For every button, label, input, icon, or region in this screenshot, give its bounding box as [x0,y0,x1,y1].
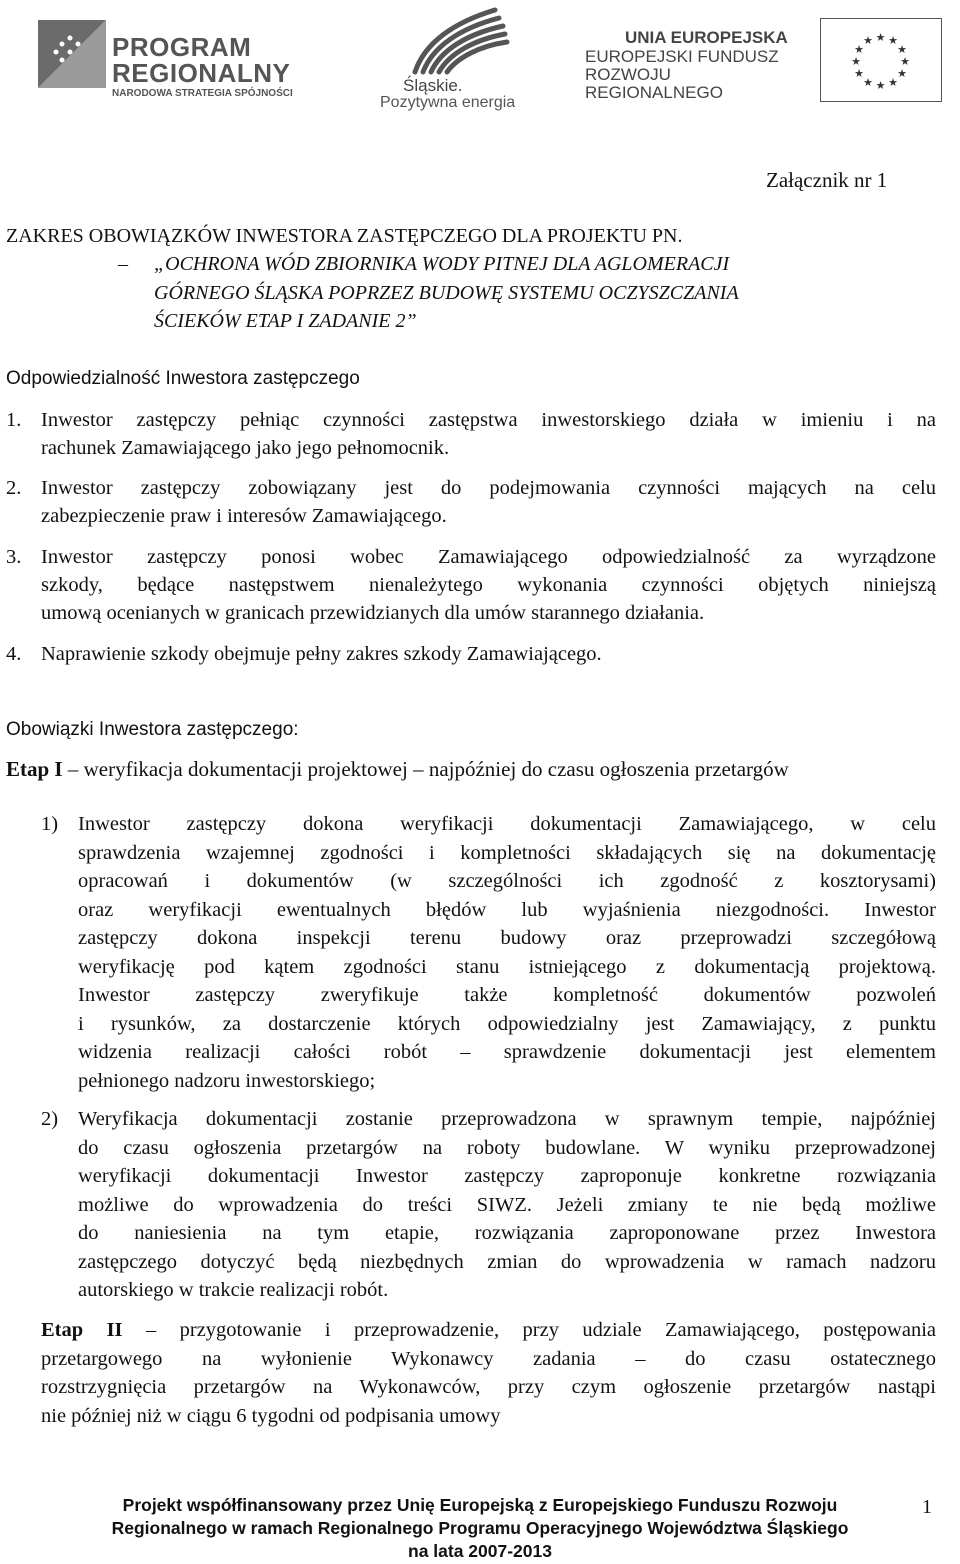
slaskie-name: Śląskie. [403,76,463,95]
svg-text:★: ★ [888,34,898,47]
program-logo-subtitle: NARODOWA STRATEGIA SPÓJNOŚCI [112,88,293,99]
duty-point1-number: 1) [41,813,59,835]
resp-item2-number: 2. [6,477,22,499]
program-logo-stars-icon [48,30,92,74]
duty-point2-last-line: autorskiego w trakcie realizacji robót. [78,1279,389,1301]
footer-line3: na lata 2007-2013 [408,1541,552,1561]
duty-point2-line: weryfikacji dokumentacji Inwestor zastępczy zaproponuje konkretne rozwiązania [78,1165,936,1187]
etap1-text: – weryfikacja dokumentacji projektowej – najpóźniej do czasu ogłoszenia przetargów [62,757,789,781]
duty-point2-line: możliwe do wprowadzenia do treści SIWZ. Jeżeli zmiany te nie będą możliwe [78,1193,936,1216]
footer [0,1494,960,1563]
eu-line2: EUROPEJSKI FUNDUSZ [585,47,779,66]
resp-item2-line2: zabezpieczenie praw i interesów Zamawiającego. [41,505,447,527]
duty-point1-line: zastępczy dokona inspekcji terenu budowy oraz przeprowadzi szczegółową [78,927,936,949]
title-line2: „OCHRONA WÓD ZBIORNIKA WODY PITNEJ DLA AGLOMERACJI [154,253,730,275]
slaskie-logo [375,2,535,114]
footer-line1: Projekt współfinansowany przez Unię Europejską z Europejskiego Funduszu Rozwoju [122,1495,838,1515]
svg-text:★: ★ [854,43,864,56]
title-line3: GÓRNEGO ŚLĄSKA POPRZEZ BUDOWĘ SYSTEMU OCZYSZCZANIA [154,282,739,304]
slaskie-stripes-icon [385,2,525,76]
title-line4: ŚCIEKÓW ETAP I ZADANIE 2” [154,310,417,332]
duties-heading: Obowiązki Inwestora zastępczego: [6,719,299,740]
duty-point2-line: zastępczego dotyczyć będą niezbędnych zmian do wprowadzenia w ramach nadzoru [78,1250,936,1273]
duty-point1-line: widzenia realizacji całości robót – sprawdzenie dokumentacji jest elementem [78,1041,936,1063]
duty-point1-line: i rysunków, za dostarczenie których odpowiedzialny jest Zamawiający, z punktu [78,1012,936,1035]
duty-point2-line: Weryfikacja dokumentacji zostanie przeprowadzona w sprawnym tempie, najpóźniej [78,1108,936,1130]
etap2-line: przetargowego na wyłonienie Wykonawcy zadania – do czasu ostatecznego [41,1347,936,1370]
responsibility-heading: Odpowiedzialność Inwestora zastępczego [6,368,360,389]
etap1-label: Etap I [6,757,63,781]
duty-point1-line: oraz weryfikacji ewentualnych błędów lub wyjaśnienia niezgodności. Inwestor [78,898,936,921]
svg-text:★: ★ [875,31,886,44]
program-logo-line2: REGIONALNY [112,58,291,88]
eu-line1: UNIA EUROPEJSKA [625,28,788,47]
program-logo-line1: PROGRAM [112,32,252,62]
duty-point1-line: sprawdzenia wzajemnej zgodności i kompletności składających się na dokumentację [78,841,936,864]
duty-point2-number: 2) [41,1108,59,1130]
resp-item1-number: 1. [6,409,22,431]
resp-item3-line2: szkody, będące następstwem nienależytego wykonania czynności objętych niniejszą [41,574,936,596]
resp-item3-line3: umową ocenianych w granicach przewidzianych dla umów starannego działania. [41,602,705,624]
etap2-last-line: nie później niż w ciągu 6 tygodni od podpisania umowy [41,1404,501,1427]
etap1-line [6,757,789,781]
footer-line2: Regionalnego w ramach Regionalnego Programu Operacyjnego Województwa Śląskiego [111,1518,849,1538]
svg-text:★: ★ [900,55,910,68]
resp-item1-line2: rachunek Zamawiającego jako jego pełnomocnik. [41,437,450,459]
resp-item4-line1: Naprawienie szkody obejmuje pełny zakres szkody Zamawiającego. [41,643,602,665]
etap2-line1 [41,1316,936,1344]
eu-stars-icon [821,19,940,100]
svg-text:★: ★ [863,76,873,89]
duty-point2-line: do czasu ogłoszenia przetargów na roboty budowlane. W wyniku przeprowadzonej [78,1136,936,1159]
etap2-label: Etap II [41,1319,123,1341]
resp-item3-number: 3. [6,546,22,568]
header-logo-bar [0,0,960,120]
eu-logo-text [585,28,810,102]
duty-point1-line: Inwestor zastępczy dokona weryfikacji dokumentacji Zamawiającego, w celu [78,813,936,835]
slaskie-tagline: Pozytywna energia [380,94,516,111]
svg-text:★: ★ [897,67,907,80]
title-line1: ZAKRES OBOWIĄZKÓW INWESTORA ZASTĘPCZEGO DLA PROJEKTU PN. [6,225,683,247]
title-dash: – [118,253,128,275]
duty-point2-line: do naniesienia na tym etapie, rozwiązania zaproponowane przez Inwestora [78,1222,936,1244]
resp-item1-line1: Inwestor zastępczy pełniąc czynności zastępstwa inwestorskiego działa w imieniu i na [41,409,936,431]
svg-text:★: ★ [897,43,907,56]
svg-text:★: ★ [851,55,861,68]
duty-point1-line: weryfikację pod kątem zgodności stanu istniejącego z dokumentacją projektową. [78,955,936,978]
svg-text:★: ★ [854,67,864,80]
etap2-line: rozstrzygnięcia przetargów na Wykonawców, przy czym ogłoszenie przetargów nastąpi [41,1376,936,1398]
duty-point1-line: opracowań i dokumentów (w szczególności ich zgodność z kosztorysami) [78,870,936,892]
eu-line3: ROZWOJU REGIONALNEGO [585,65,723,102]
resp-item4-number: 4. [6,643,22,665]
program-regionalny-logo [38,16,338,99]
resp-item3-line1: Inwestor zastępczy ponosi wobec Zamawiającego odpowiedzialność za wyrządzone [41,546,936,568]
annex-label: Załącznik nr 1 [766,168,888,192]
svg-text:★: ★ [875,79,886,92]
svg-text:★: ★ [888,76,898,89]
resp-item2-line1: Inwestor zastępczy zobowiązany jest do podejmowania czynności mających na celu [41,477,936,499]
duty-point1-last-line: pełnionego nadzoru inwestorskiego; [78,1069,376,1092]
eu-flag-icon [820,18,942,102]
duty-point1-line: Inwestor zastępczy zweryfikuje także kompletność dokumentów pozwoleń [78,984,936,1006]
etap2-text: – przygotowanie i przeprowadzenie, przy udziale Zamawiającego, postępowania [122,1319,936,1341]
svg-text:★: ★ [863,34,873,47]
page-number: 1 [922,1496,932,1518]
